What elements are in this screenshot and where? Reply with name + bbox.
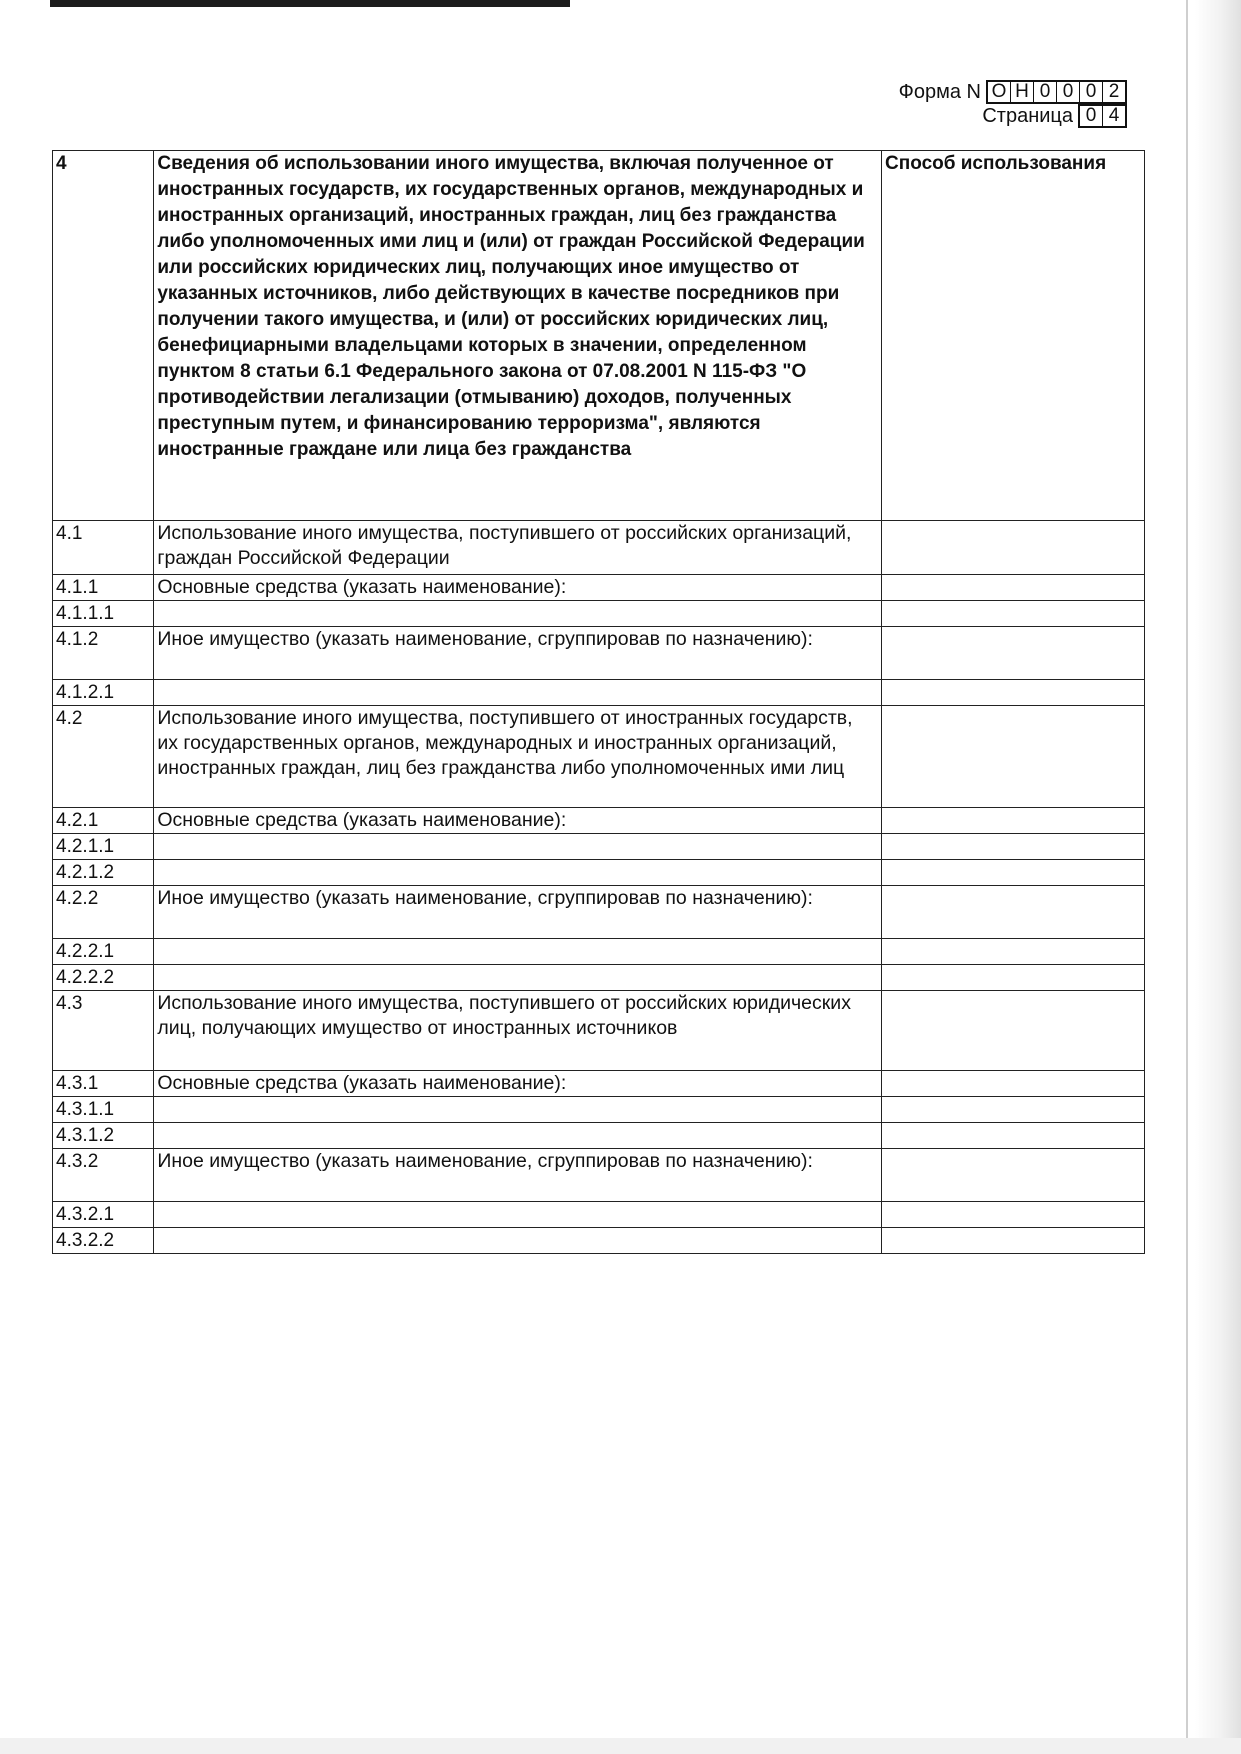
form-identifier [855,80,1127,128]
method-cell[interactable] [882,1097,1145,1123]
table-row [53,1149,1145,1202]
method-cell[interactable] [882,860,1145,886]
scan-edge-bottom [0,1738,1241,1754]
form-code-cell: 0 [1080,82,1103,102]
scan-edge-right [1195,0,1241,1754]
table-row [53,627,1145,680]
method-cell[interactable] [882,808,1145,834]
method-cell[interactable] [882,575,1145,601]
row-text: Иное имущество (указать наименование, сгруппировав по назначению): [154,1149,882,1202]
scan-edge-line [1186,0,1188,1754]
row-text[interactable] [154,1097,882,1123]
row-text: Основные средства (указать наименование): [154,808,882,834]
table-row [53,706,1145,808]
row-text[interactable] [154,965,882,991]
method-cell[interactable] [882,706,1145,808]
row-number: 4.2.2.1 [53,939,154,965]
row-number: 4.3.1 [53,1071,154,1097]
row-number: 4.3.2.1 [53,1202,154,1228]
table-row [53,965,1145,991]
method-cell[interactable] [882,521,1145,575]
table-row [53,860,1145,886]
table-row [53,1202,1145,1228]
row-number: 4.1.1.1 [53,601,154,627]
table-row [53,1228,1145,1254]
row-text[interactable] [154,1123,882,1149]
row-text[interactable] [154,834,882,860]
row-text: Иное имущество (указать наименование, сгруппировав по назначению): [154,886,882,939]
page-number-boxes [1078,104,1127,128]
row-number: 4.2.1.2 [53,860,154,886]
row-text[interactable] [154,1202,882,1228]
table-row [53,601,1145,627]
page-label: Страница [982,105,1073,127]
row-number: 4.3.1.2 [53,1123,154,1149]
page-number-cell: 0 [1080,106,1103,126]
form-code-cell: 0 [1034,82,1057,102]
form-code-cell: 0 [1057,82,1080,102]
row-text: Иное имущество (указать наименование, сгруппировав по назначению): [154,627,882,680]
row-number: 4.3.1.1 [53,1097,154,1123]
method-column-header: Способ использования [882,151,1145,521]
table-row [53,1097,1145,1123]
scan-edge-top [50,0,570,7]
form-code-cell: О [988,82,1011,102]
table-row [53,1123,1145,1149]
row-number: 4.2.1.1 [53,834,154,860]
table-row [53,575,1145,601]
property-usage-table [52,150,1145,1254]
method-cell[interactable] [882,601,1145,627]
method-cell[interactable] [882,680,1145,706]
table-row [53,521,1145,575]
method-cell[interactable] [882,1149,1145,1202]
table-row [53,939,1145,965]
row-number: 4.1 [53,521,154,575]
row-text: Использование иного имущества, поступившего от российских организаций, граждан Российской Федерации [154,521,882,575]
table-row [53,680,1145,706]
method-cell[interactable] [882,627,1145,680]
page-number-cell: 4 [1108,105,1120,126]
row-text: Основные средства (указать наименование): [154,1071,882,1097]
method-cell[interactable] [882,1202,1145,1228]
row-text[interactable] [154,680,882,706]
row-number: 4.2.1 [53,808,154,834]
row-number: 4.1.1 [53,575,154,601]
method-cell[interactable] [882,1071,1145,1097]
row-number: 4.2.2 [53,886,154,939]
section-number: 4 [53,151,154,521]
row-text: Использование иного имущества, поступившего от иностранных государств, их государственных органов, международных и иностранных организаций, иностранных граждан, лиц без гражданства либо уполномоченных ими лиц [154,706,882,808]
row-number: 4.3 [53,991,154,1071]
row-number: 4.2.2.2 [53,965,154,991]
method-cell[interactable] [882,965,1145,991]
row-text[interactable] [154,860,882,886]
row-text[interactable] [154,939,882,965]
row-text: Использование иного имущества, поступившего от российских юридических лиц, получающих имущество от иностранных источников [154,991,882,1071]
method-cell[interactable] [882,991,1145,1071]
row-number: 4.3.2.2 [53,1228,154,1254]
row-number: 4.1.2.1 [53,680,154,706]
page-number-row [855,104,1127,128]
row-text[interactable] [154,601,882,627]
form-code-cell: 2 [1108,81,1120,102]
table-row [53,834,1145,860]
row-text[interactable] [154,1228,882,1254]
row-number: 4.3.2 [53,1149,154,1202]
row-number: 4.2 [53,706,154,808]
row-number: 4.1.2 [53,627,154,680]
form-code-cell: Н [1011,82,1034,102]
method-cell[interactable] [882,1123,1145,1149]
method-cell[interactable] [882,834,1145,860]
table-header-row [53,151,1145,521]
method-cell[interactable] [882,939,1145,965]
table-row [53,886,1145,939]
table-row [53,808,1145,834]
table-row [53,991,1145,1071]
row-text: Основные средства (указать наименование): [154,575,882,601]
form-label: Форма N [898,81,981,103]
section-title: Сведения об использовании иного имущества, включая полученное от иностранных государств, их государственных органов, международных и иностранных организаций, иностранных граждан, лиц без гражданства либо уполномоченных ими лиц и (или) от граждан Российской Федерации или российских юридических лиц, получающих иное имущество от указанных источников, либо действующих в качестве посредников при получении такого имущества, и (или) от российских юридических лиц, бенефициарными владельцами которых в значении, определенном пунктом 8 статьи 6.1 Федерального закона от 07.08.2001 N 115-ФЗ "О противодействии легализации (отмыванию) доходов, полученных преступным путем, и финансированию терроризма", являются иностранные граждане или лица без гражданства [154,151,882,521]
form-code-boxes [986,80,1127,104]
table-row [53,1071,1145,1097]
method-cell[interactable] [882,886,1145,939]
method-cell[interactable] [882,1228,1145,1254]
form-code-row [855,80,1127,104]
